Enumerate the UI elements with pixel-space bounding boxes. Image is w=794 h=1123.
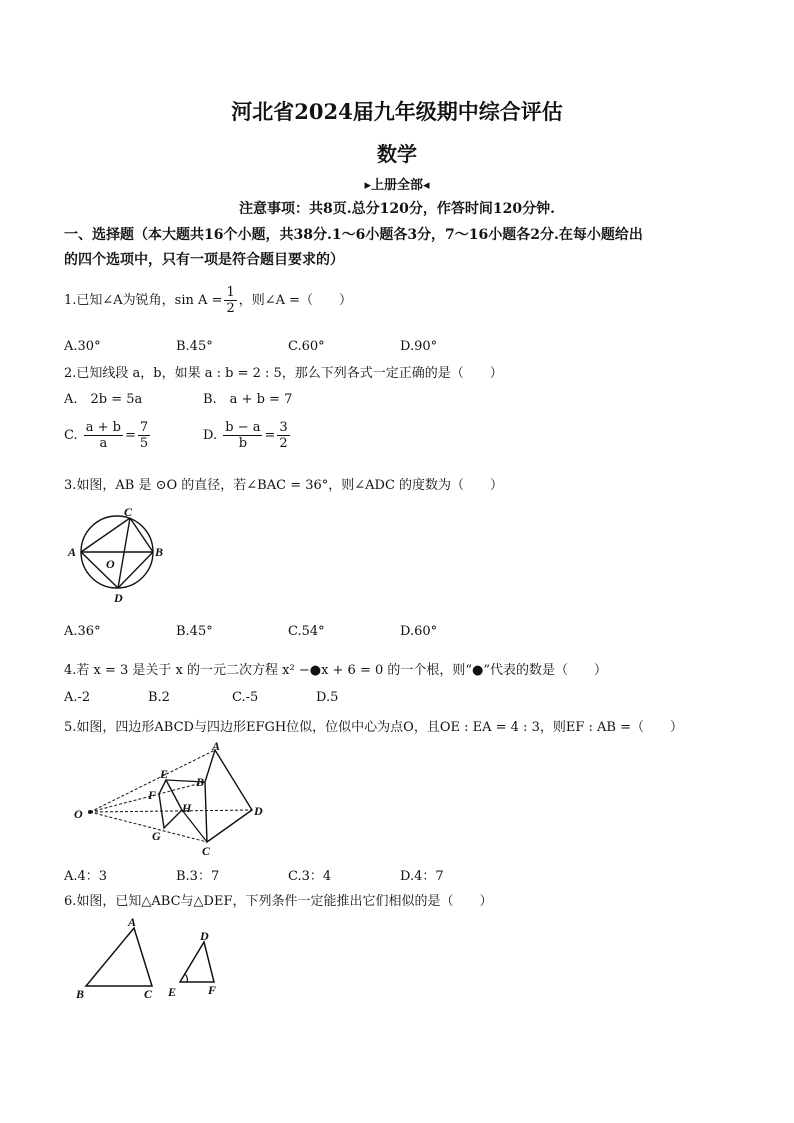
- q2-option-d: [203, 418, 292, 454]
- q4-option-d: D.5: [316, 690, 339, 705]
- q3-label-b: B: [155, 545, 164, 559]
- question-3: 3.如图，AB 是 ⊙O 的直径，若∠BAC = 36°，则∠ADC 的度数为（ ）: [64, 478, 504, 493]
- q3-circle-figure: [64, 502, 174, 606]
- q2-c-label: C.: [64, 428, 78, 443]
- q1-option-c: C.60°: [288, 339, 325, 354]
- q2-d-eq: =: [264, 428, 276, 443]
- q1-suffix: ，则∠A =（ ）: [238, 293, 353, 308]
- q5-option-b: B.3：7: [176, 869, 220, 884]
- q2-c-rnum: 7: [139, 420, 149, 435]
- q1-frac-den: 2: [226, 301, 235, 316]
- q6-angle-e-mark: [185, 974, 187, 982]
- q1-option-d: D.90°: [400, 339, 438, 354]
- q2-c-rden: 5: [139, 436, 149, 451]
- q3-option-b: B.45°: [176, 624, 213, 639]
- q5-label-d: D: [254, 804, 263, 818]
- q3-chord-ac: [81, 518, 130, 552]
- q1-fraction: [224, 285, 236, 316]
- q3-label-o: O: [106, 557, 115, 571]
- q2-d-frac-left: [223, 420, 262, 451]
- q6-triangle-def: [180, 942, 214, 982]
- q2-c-eq: =: [125, 428, 136, 443]
- q2-option-c: [64, 418, 152, 454]
- q1-prefix: 1.已知∠A为锐角，sin A =: [64, 293, 223, 308]
- page-title: 河北省2024届九年级期中综合评估: [231, 99, 563, 124]
- q4-option-c: C.-5: [232, 690, 259, 705]
- q2-d-label: D.: [203, 428, 218, 443]
- q5-ray-oc: [90, 812, 207, 842]
- q2-d-rnum: 3: [279, 420, 288, 435]
- q3-option-c: C.54°: [288, 624, 325, 639]
- q3-label-a: A: [68, 545, 77, 559]
- q5-ray-od: [90, 810, 252, 812]
- q5-label-g: G: [152, 829, 161, 843]
- q2-c-den: a: [99, 436, 108, 451]
- subject-title: 数学: [377, 142, 417, 166]
- q2-d-den: b: [238, 436, 248, 451]
- question-6: 6.如图，已知△ABC与△DEF，下列条件一定能推出它们相似的是（ ）: [64, 894, 493, 909]
- scope-label: ▸上册全部◂: [364, 178, 430, 193]
- q2-d-num: b − a: [225, 420, 261, 435]
- q5-homothety-figure: [64, 742, 274, 858]
- q2-d-frac-right: [277, 420, 289, 451]
- q1-option-b: B.45°: [176, 339, 213, 354]
- q6-label-e: E: [168, 985, 177, 999]
- q6-label-f: F: [208, 983, 217, 997]
- q5-option-d: D.4：7: [400, 869, 444, 884]
- question-4: 4.若 x = 3 是关于 x 的一元二次方程 x² −●x + 6 = 0 的一个根，则“●”代表的数是（ ）: [64, 663, 608, 678]
- q3-label-c: C: [124, 505, 133, 519]
- q6-triangles-figure: [72, 914, 232, 1004]
- q2-c-num: a + b: [85, 420, 121, 435]
- q5-option-c: C.3：4: [288, 869, 332, 884]
- q5-point-o: [88, 810, 92, 814]
- q2-option-b: B. a + b = 7: [203, 392, 293, 407]
- q5-label-o: O: [74, 807, 83, 821]
- q6-label-b: B: [76, 987, 85, 1001]
- q5-quad-abcd: [205, 750, 252, 842]
- q5-label-a: A: [212, 742, 221, 753]
- q6-label-d: D: [200, 929, 209, 943]
- q5-option-a: A.4：3: [64, 869, 108, 884]
- q2-d-rden: 2: [279, 436, 288, 451]
- q5-label-e: E: [160, 767, 169, 781]
- section-heading-line1: 一、选择题（本大题共16个小题，共38分.1～6小题各3分，7～16小题各2分.在每小题给出: [64, 227, 643, 243]
- q1-option-a: A.30°: [64, 339, 101, 354]
- question-1: [64, 284, 352, 318]
- q2-c-frac-right: [138, 420, 150, 451]
- q4-option-a: A.-2: [64, 690, 91, 705]
- q3-option-a: A.36°: [64, 624, 101, 639]
- question-2: 2.已知线段 a，b，如果 a : b = 2 : 5，那么下列各式一定正确的是（ ）: [64, 366, 503, 381]
- q4-option-b: B.2: [148, 690, 170, 705]
- q5-label-h: H: [182, 801, 192, 815]
- q1-frac-num: 1: [226, 285, 235, 300]
- q3-label-d: D: [114, 591, 123, 605]
- question-5: 5.如图，四边形ABCD与四边形EFGH位似，位似中心为点O，且OE : EA = 4 : 3，则EF : AB =（ ）: [64, 720, 683, 735]
- q2-c-frac-left: [84, 420, 123, 451]
- exam-notice: 注意事项：共8页.总分120分，作答时间120分钟.: [239, 201, 555, 217]
- q5-label-b: B: [196, 775, 205, 789]
- q5-label-c: C: [202, 844, 211, 858]
- q6-label-c: C: [144, 987, 153, 1001]
- q5-quad-efgh: [159, 780, 182, 828]
- q5-label-f: F: [148, 788, 157, 802]
- q2-option-a: A. 2b = 5a: [64, 392, 143, 407]
- q6-label-a: A: [128, 915, 137, 929]
- q3-chord-cb: [130, 518, 153, 552]
- q3-option-d: D.60°: [400, 624, 438, 639]
- section-heading-line2: 的四个选项中，只有一项是符合题目要求的）: [64, 252, 344, 268]
- q6-triangle-abc: [86, 928, 152, 986]
